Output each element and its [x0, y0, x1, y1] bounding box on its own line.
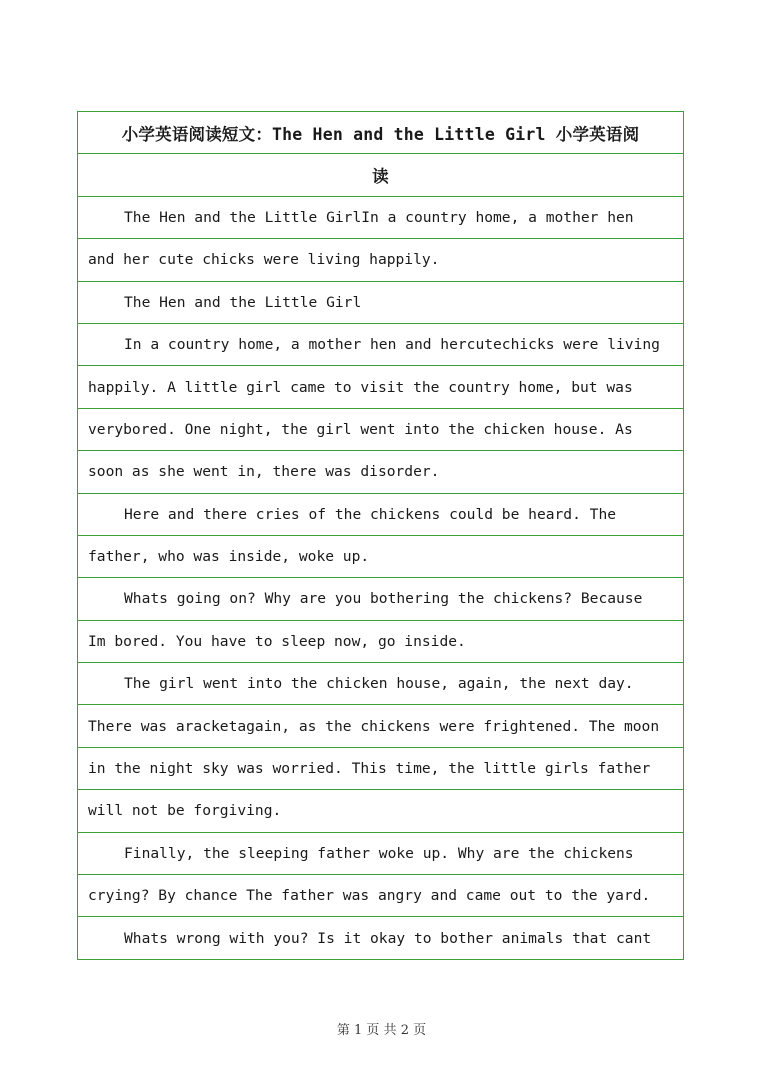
document-table: [77, 111, 684, 960]
text-line: will not be forgiving.: [77, 790, 684, 832]
text-line: verybored. One night, the girl went into the chicken house. As: [77, 409, 684, 451]
text-line: The Hen and the Little Girl: [77, 282, 684, 324]
text-line: The girl went into the chicken house, again, the next day.: [77, 663, 684, 705]
document-title-line-2: 读: [77, 154, 684, 196]
text-line: soon as she went in, there was disorder.: [77, 451, 684, 493]
text-line: Finally, the sleeping father woke up. Why are the chickens: [77, 833, 684, 875]
text-line: in the night sky was worried. This time, the little girls father: [77, 748, 684, 790]
text-line: There was aracketagain, as the chickens were frightened. The moon: [77, 705, 684, 747]
text-line: crying? By chance The father was angry and came out to the yard.: [77, 875, 684, 917]
text-line: Here and there cries of the chickens could be heard. The: [77, 494, 684, 536]
text-line: and her cute chicks were living happily.: [77, 239, 684, 281]
text-line: father, who was inside, woke up.: [77, 536, 684, 578]
text-line: happily. A little girl came to visit the country home, but was: [77, 366, 684, 408]
text-line: In a country home, a mother hen and hercutechicks were living: [77, 324, 684, 366]
text-line: Whats wrong with you? Is it okay to bother animals that cant: [77, 917, 684, 959]
document-title-line-1: 小学英语阅读短文：The Hen and the Little Girl 小学英语阅: [77, 112, 684, 154]
text-line: The Hen and the Little GirlIn a country home, a mother hen: [77, 197, 684, 239]
page-number: 第 1 页 共 2 页: [336, 1023, 427, 1038]
text-line: Whats going on? Why are you bothering the chickens? Because: [77, 578, 684, 620]
text-line: Im bored. You have to sleep now, go inside.: [77, 621, 684, 663]
